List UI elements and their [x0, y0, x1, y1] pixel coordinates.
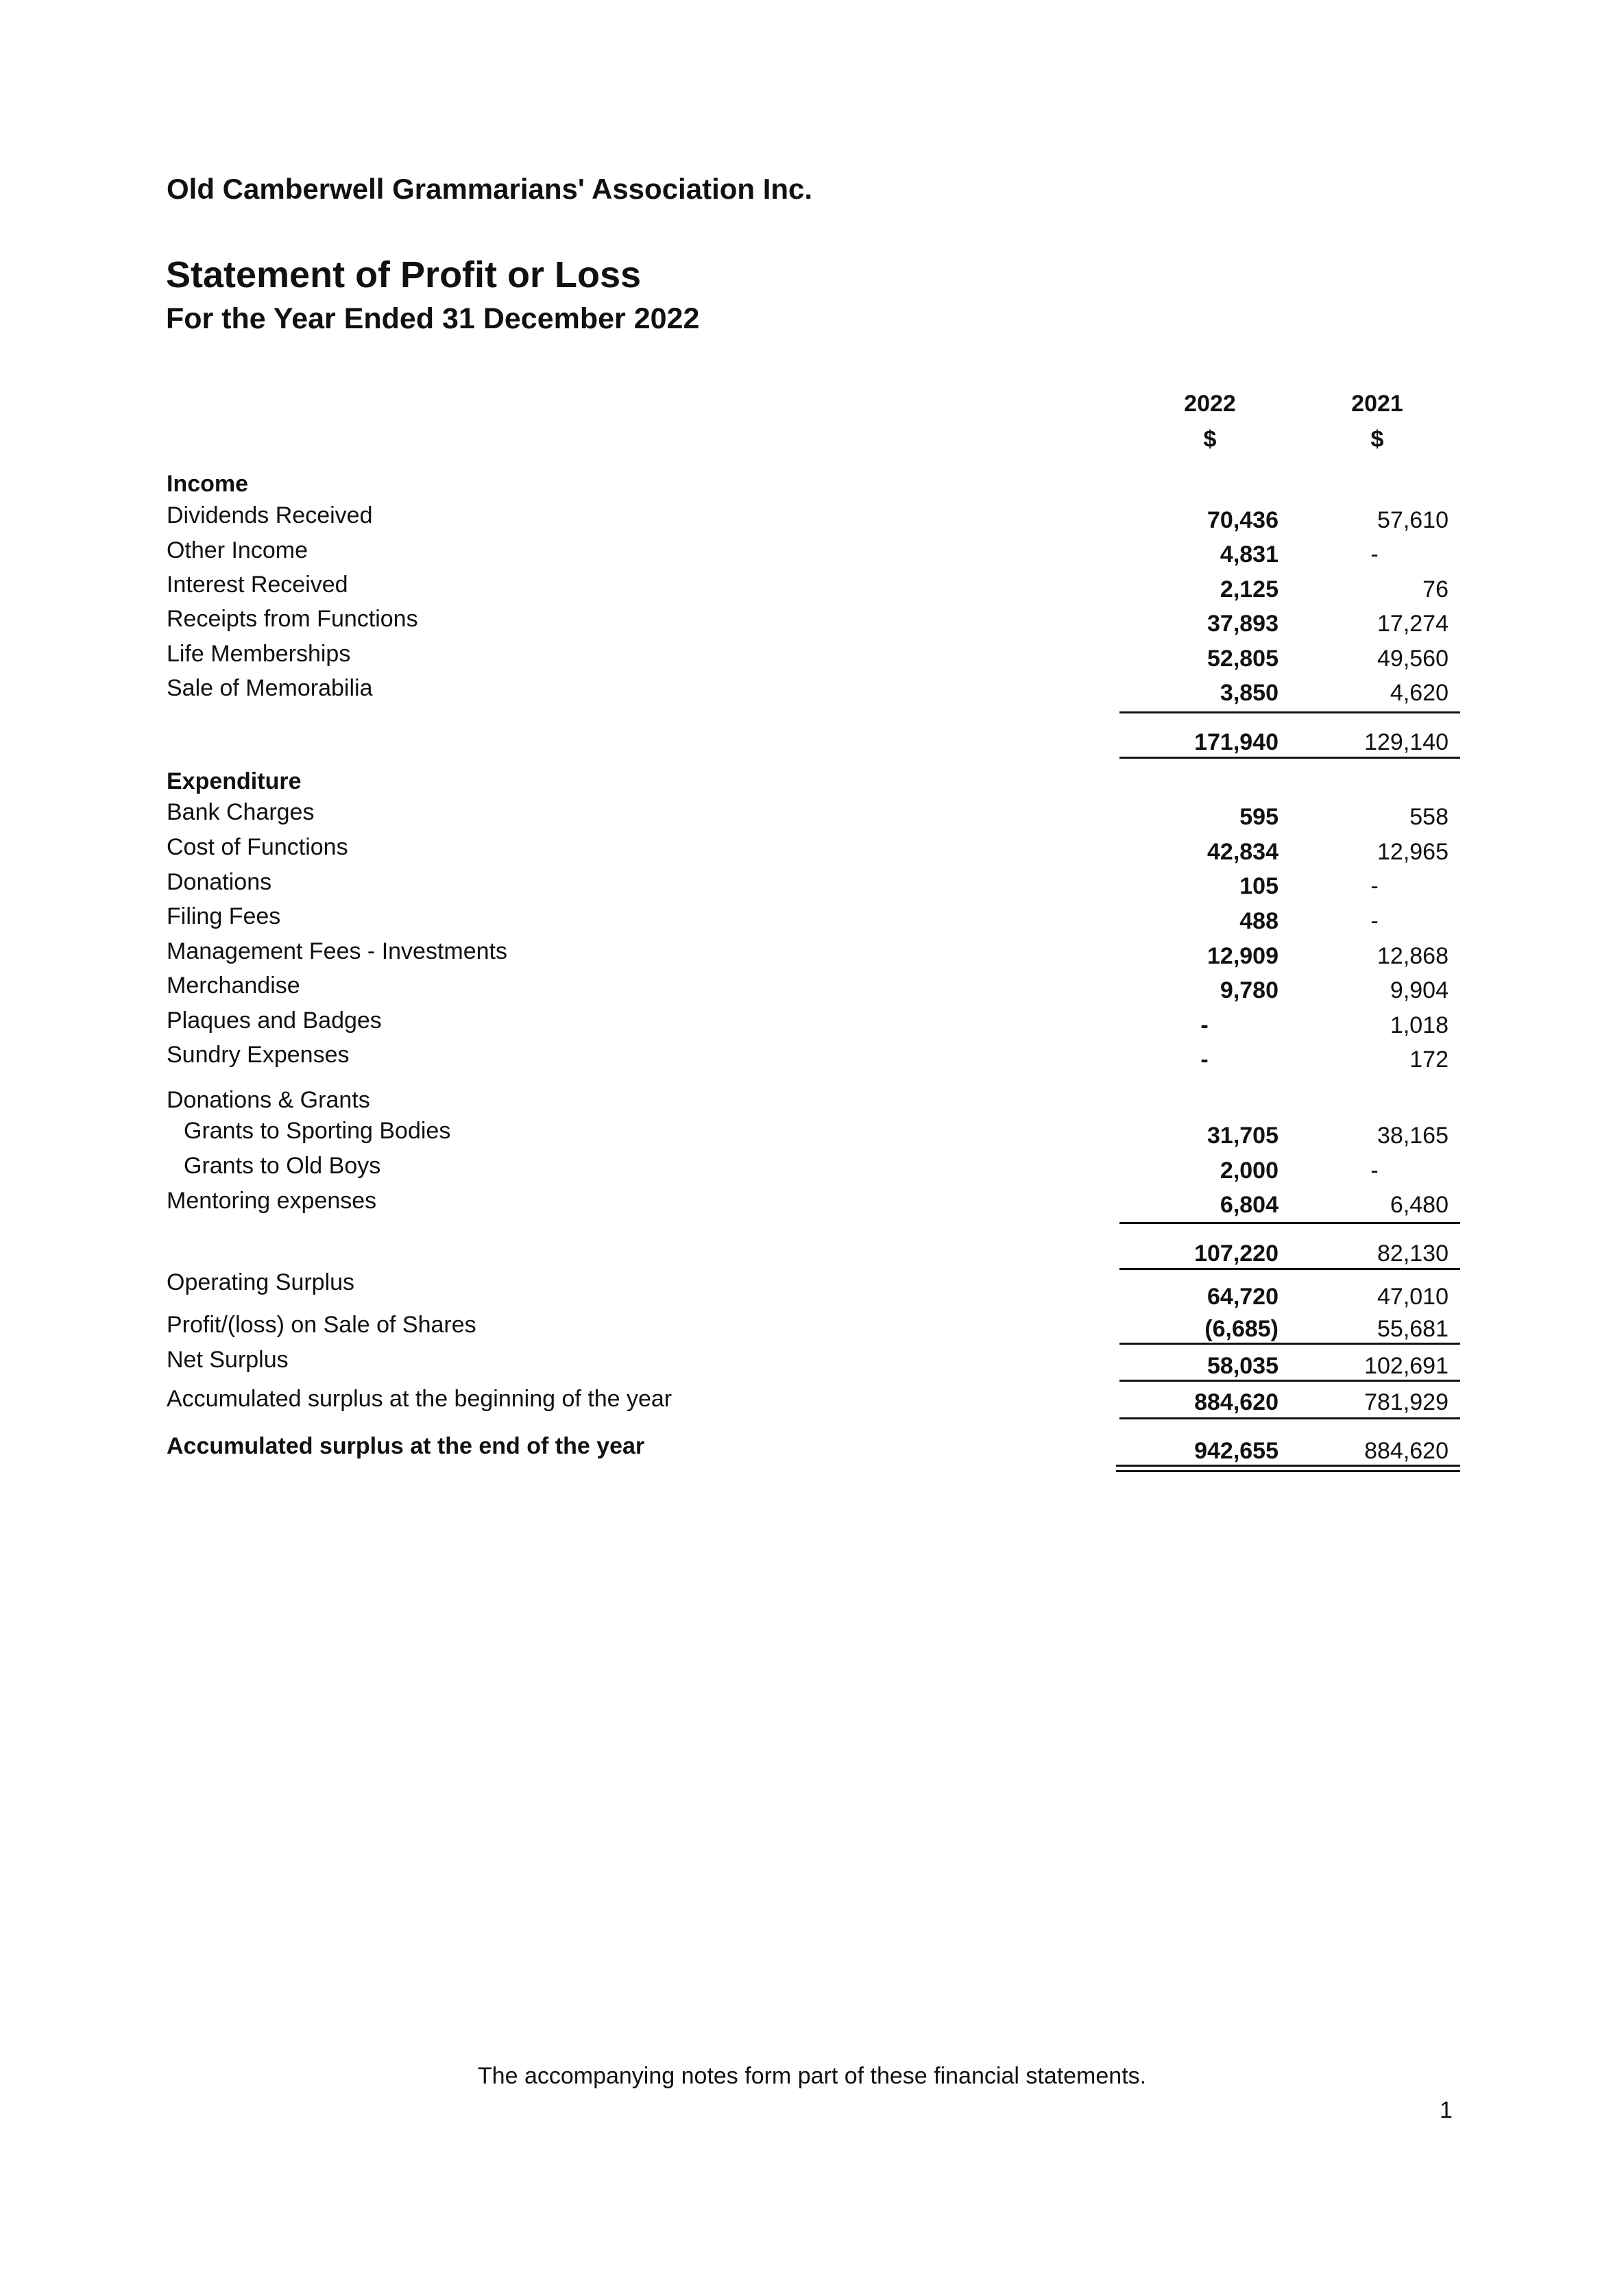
- value-2022: 2,000: [1220, 1158, 1278, 1184]
- value-2022: 70,436: [1207, 507, 1278, 533]
- value-2021: 57,610: [1377, 507, 1449, 533]
- row-label: Profit/(loss) on Sale of Shares: [167, 1312, 476, 1338]
- income-subtotal-rule: [1119, 711, 1460, 713]
- income-total-2022: 171,940: [1194, 729, 1278, 755]
- value-2022: -: [1200, 1012, 1209, 1038]
- value-2021: 47,010: [1377, 1284, 1449, 1310]
- value-2021: 49,560: [1377, 646, 1449, 672]
- expenditure-total-rule: [1119, 1268, 1460, 1270]
- value-2021: 781,929: [1364, 1389, 1449, 1415]
- column-year-2021: 2021: [1351, 391, 1403, 417]
- surplus-rule: [1119, 1343, 1460, 1345]
- closing-double-rule-top: [1116, 1465, 1460, 1467]
- value-2022: 6,804: [1220, 1192, 1278, 1218]
- row-label: Merchandise: [167, 973, 300, 999]
- income-heading: Income: [167, 471, 249, 497]
- row-label: Operating Surplus: [167, 1269, 355, 1295]
- row-label: Filing Fees: [167, 903, 281, 929]
- value-2021: -: [1370, 541, 1379, 567]
- value-2022: 64,720: [1207, 1284, 1278, 1310]
- row-label: Bank Charges: [167, 799, 315, 825]
- value-2021: 55,681: [1377, 1316, 1449, 1342]
- value-2022: 42,834: [1207, 839, 1278, 865]
- value-2021: 1,018: [1390, 1012, 1449, 1038]
- value-2021: 4,620: [1390, 680, 1449, 706]
- row-label: Accumulated surplus at the end of the year: [167, 1433, 645, 1459]
- row-label: Dividends Received: [167, 502, 373, 528]
- value-2022: 942,655: [1194, 1438, 1278, 1464]
- value-2022: 12,909: [1207, 943, 1278, 969]
- value-2021: 558: [1409, 804, 1449, 830]
- value-2022: (6,685): [1204, 1316, 1278, 1342]
- column-year-2022: 2022: [1184, 391, 1236, 417]
- expenditure-heading: Expenditure: [167, 768, 302, 794]
- expenditure-total-2021: 82,130: [1377, 1241, 1449, 1267]
- closing-double-rule-bottom: [1116, 1470, 1460, 1472]
- row-label: Management Fees - Investments: [167, 938, 508, 964]
- value-2021: -: [1370, 908, 1379, 934]
- row-label: Grants to Old Boys: [184, 1153, 381, 1179]
- row-label: Donations: [167, 869, 272, 895]
- row-label: Mentoring expenses: [167, 1188, 377, 1214]
- row-label: Receipts from Functions: [167, 606, 418, 632]
- income-total-rule: [1119, 757, 1460, 759]
- row-label: Other Income: [167, 537, 308, 563]
- value-2022: 3,850: [1220, 680, 1278, 706]
- value-2022: 9,780: [1220, 977, 1278, 1003]
- value-2022: 105: [1239, 873, 1278, 899]
- opening-balance-rule: [1119, 1417, 1460, 1419]
- row-label: Sundry Expenses: [167, 1042, 350, 1068]
- value-2022: 58,035: [1207, 1353, 1278, 1379]
- row-label: Life Memberships: [167, 641, 351, 667]
- donations-grants-heading: Donations & Grants: [167, 1087, 370, 1113]
- value-2021: 17,274: [1377, 611, 1449, 637]
- value-2021: 76: [1422, 576, 1449, 602]
- value-2022: 37,893: [1207, 611, 1278, 637]
- organisation-name: Old Camberwell Grammarians' Association Inc.: [167, 173, 813, 205]
- row-label: Plaques and Badges: [167, 1007, 382, 1034]
- value-2022: 488: [1239, 908, 1278, 934]
- value-2021: -: [1370, 873, 1379, 899]
- expenditure-subtotal-rule: [1119, 1222, 1460, 1224]
- value-2022: 4,831: [1220, 541, 1278, 567]
- value-2022: 52,805: [1207, 646, 1278, 672]
- column-unit-2022: $: [1203, 426, 1217, 452]
- page-number: 1: [1440, 2097, 1453, 2123]
- statement-period: For the Year Ended 31 December 2022: [166, 302, 700, 335]
- row-label: Accumulated surplus at the beginning of the year: [167, 1386, 672, 1412]
- row-label: Sale of Memorabilia: [167, 675, 373, 701]
- value-2021: 6,480: [1390, 1192, 1449, 1218]
- row-label: Net Surplus: [167, 1347, 289, 1373]
- value-2022: 31,705: [1207, 1123, 1278, 1149]
- value-2021: 172: [1409, 1047, 1449, 1073]
- value-2021: 38,165: [1377, 1123, 1449, 1149]
- value-2021: 9,904: [1390, 977, 1449, 1003]
- value-2021: 12,868: [1377, 943, 1449, 969]
- value-2022: 884,620: [1194, 1389, 1278, 1415]
- net-surplus-rule: [1119, 1380, 1460, 1382]
- footer-note: The accompanying notes form part of these financial statements.: [477, 2063, 1147, 2089]
- row-label: Interest Received: [167, 572, 348, 598]
- statement-title: Statement of Profit or Loss: [166, 254, 642, 295]
- value-2022: 595: [1239, 804, 1278, 830]
- value-2022: -: [1200, 1047, 1209, 1073]
- value-2021: -: [1370, 1158, 1379, 1184]
- income-total-2021: 129,140: [1364, 729, 1449, 755]
- value-2021: 884,620: [1364, 1438, 1449, 1464]
- column-unit-2021: $: [1370, 426, 1384, 452]
- value-2021: 102,691: [1364, 1353, 1449, 1379]
- row-label: Grants to Sporting Bodies: [184, 1118, 451, 1144]
- row-label: Cost of Functions: [167, 834, 348, 860]
- value-2021: 12,965: [1377, 839, 1449, 865]
- value-2022: 2,125: [1220, 576, 1278, 602]
- expenditure-total-2022: 107,220: [1194, 1241, 1278, 1267]
